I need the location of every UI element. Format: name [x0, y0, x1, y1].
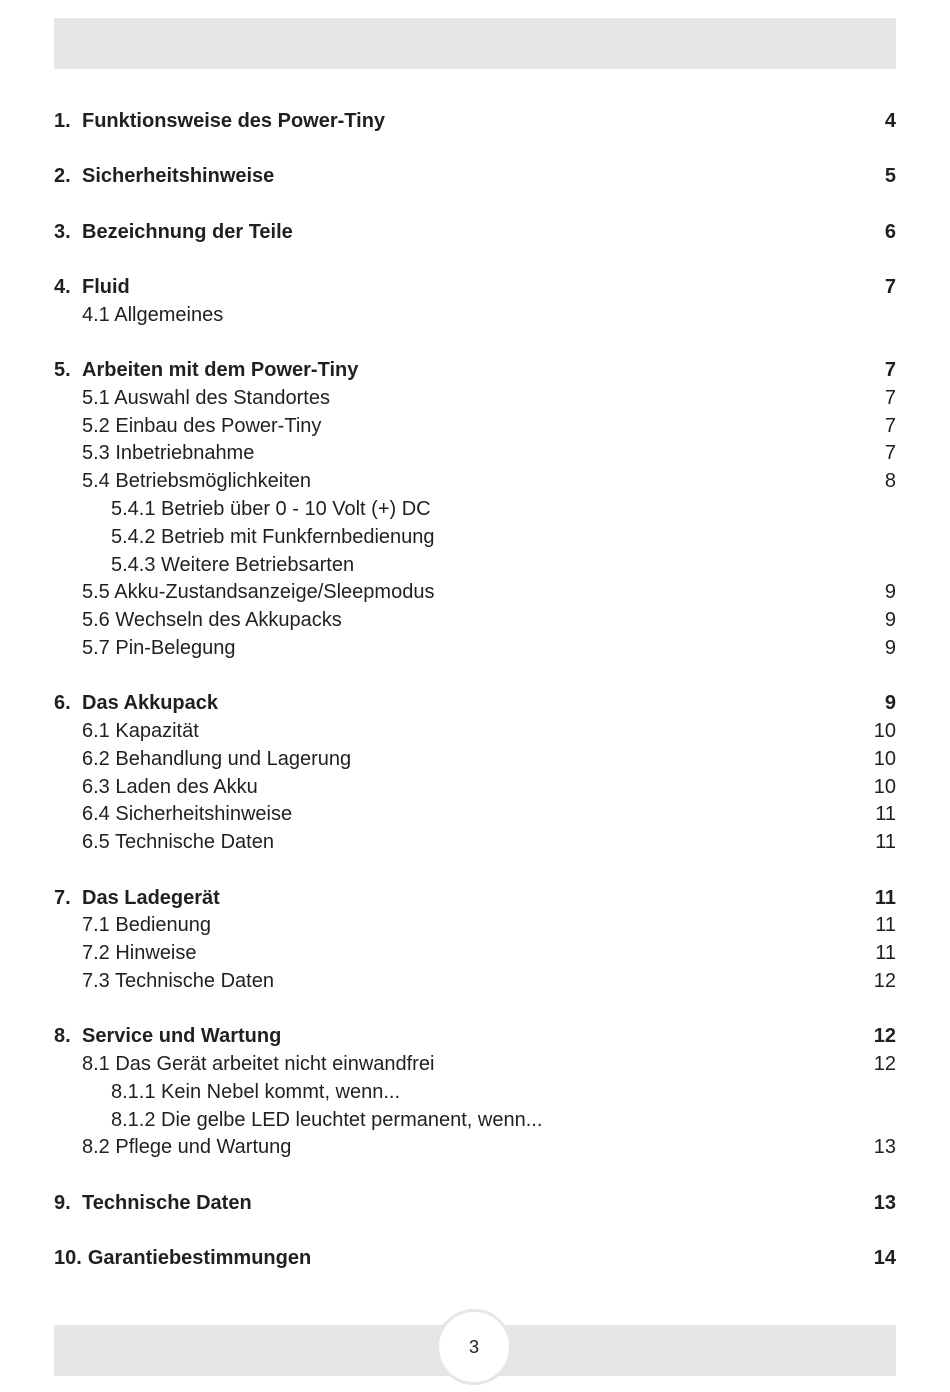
toc-entry-title: 6.5 Technische Daten — [82, 831, 274, 854]
toc-entry-title: 5.4 Betriebsmöglichkeiten — [82, 470, 312, 493]
toc-entry-page: 5 — [884, 165, 896, 188]
toc-entry-number: 7. — [54, 886, 71, 909]
toc-entry-level-2[interactable] — [54, 607, 896, 635]
toc-entry-level-2[interactable] — [54, 912, 896, 940]
toc-entry-number: 8. — [54, 1025, 71, 1048]
toc-entry-page: 14 — [873, 1247, 896, 1269]
page-number: 3 — [436, 1309, 512, 1385]
toc-entry-title: 6.4 Sicherheitshinweise — [82, 803, 293, 826]
toc-entry-page: 11 — [875, 803, 896, 826]
toc-entry-title: 5.3 Inbetriebnahme — [82, 442, 255, 465]
toc-entry-page: 12 — [873, 969, 896, 992]
toc-entry-level-2[interactable] — [54, 1134, 896, 1162]
toc-entry-page: 4 — [884, 110, 896, 132]
toc-entry-level-2[interactable] — [54, 940, 896, 968]
toc-entry-title — [54, 1023, 281, 1051]
toc-entry-level-3[interactable] — [54, 1079, 896, 1107]
toc-entry-title: 5.5 Akku-Zustandsanzeige/Sleepmodus — [82, 581, 435, 604]
toc-entry-text: Das Ladegerät — [82, 886, 220, 909]
toc-entry-title — [54, 108, 385, 136]
toc-entry-page: 9 — [884, 581, 896, 604]
toc-entry-number: 4. — [54, 275, 71, 298]
toc-entry-page: 11 — [875, 831, 896, 854]
toc-entry-page: 12 — [873, 1025, 896, 1048]
toc-entry-number: 2. — [54, 165, 71, 188]
toc-entry-number: 10. — [54, 1247, 82, 1269]
toc-spacer — [54, 857, 896, 885]
toc-spacer — [54, 1162, 896, 1190]
toc-entry-title — [54, 885, 220, 913]
header-bar — [54, 18, 896, 69]
toc-entry-title — [54, 219, 293, 247]
toc-entry-page: 12 — [873, 1053, 896, 1076]
toc-entry-level-1[interactable] — [54, 357, 896, 385]
toc-entry-page: 10 — [873, 747, 896, 770]
toc-entry-title — [54, 357, 358, 385]
toc-entry-level-2[interactable] — [54, 746, 896, 774]
toc-entry-page: 10 — [873, 775, 896, 798]
toc-entry-level-1[interactable] — [54, 219, 896, 247]
toc-entry-level-2[interactable] — [54, 718, 896, 746]
toc-entry-text: Fluid — [82, 275, 130, 298]
toc-entry-text: Arbeiten mit dem Power-Tiny — [82, 358, 359, 381]
toc-entry-title: 8.2 Pflege und Wartung — [82, 1136, 292, 1159]
toc-spacer — [54, 136, 896, 164]
toc-entry-text: Technische Daten — [82, 1191, 252, 1214]
toc-entry-level-2[interactable] — [54, 635, 896, 663]
toc-entry-level-2[interactable] — [54, 774, 896, 802]
toc-entry-level-3[interactable] — [54, 552, 896, 580]
toc-entry-level-1[interactable] — [54, 690, 896, 718]
toc-entry-number: 3. — [54, 220, 71, 243]
toc-entry-level-2[interactable] — [54, 1051, 896, 1079]
toc-entry-page: 7 — [884, 358, 896, 381]
toc-entry-level-1[interactable] — [54, 274, 896, 302]
toc-entry-title: 5.4.2 Betrieb mit Funkfernbedienung — [111, 525, 435, 548]
toc-entry-title: 5.1 Auswahl des Standortes — [82, 386, 330, 409]
toc-entry-text: Das Akkupack — [82, 692, 218, 715]
toc-entry-page: 10 — [873, 720, 896, 743]
toc-entry-page: 13 — [873, 1191, 896, 1214]
toc-entry-level-1[interactable] — [54, 1190, 896, 1218]
toc-entry-page: 11 — [874, 886, 896, 909]
toc-entry-title: 4.1 Allgemeines — [82, 303, 224, 326]
toc-entry-level-3[interactable] — [54, 524, 896, 552]
toc-entry-level-2[interactable] — [54, 968, 896, 996]
toc-entry-title: 5.2 Einbau des Power-Tiny — [82, 414, 322, 437]
toc-spacer — [54, 246, 896, 274]
toc-entry-page: 7 — [884, 414, 896, 437]
toc-entry-title: 7.1 Bedienung — [82, 914, 212, 937]
toc-entry-number: 1. — [54, 110, 71, 132]
toc-entry-number: 5. — [54, 358, 71, 381]
toc-entry-text: Service und Wartung — [82, 1025, 282, 1048]
toc-entry-level-1[interactable] — [54, 1245, 896, 1273]
toc-entry-level-1[interactable] — [54, 885, 896, 913]
toc-entry-page: 6 — [884, 220, 896, 243]
toc-entry-number: 9. — [54, 1191, 71, 1214]
toc-entry-level-1[interactable] — [54, 163, 896, 191]
toc-entry-level-2[interactable] — [54, 801, 896, 829]
toc-entry-level-2[interactable] — [54, 413, 896, 441]
toc-entry-title: 6.2 Behandlung und Lagerung — [82, 747, 352, 770]
toc-entry-title — [54, 163, 274, 191]
toc-spacer — [54, 1218, 896, 1246]
toc-entry-level-2[interactable] — [54, 829, 896, 857]
toc-entry-page: 9 — [884, 636, 896, 659]
toc-entry-page: 9 — [884, 609, 896, 632]
toc-entry-page: 8 — [884, 470, 896, 493]
toc-spacer — [54, 329, 896, 357]
toc-entry-title: 8.1.1 Kein Nebel kommt, wenn... — [111, 1080, 401, 1103]
toc-entry-text: Funktionsweise des Power-Tiny — [82, 110, 386, 132]
toc-entry-page: 7 — [884, 386, 896, 409]
toc-spacer — [54, 996, 896, 1024]
toc-entry-level-2[interactable] — [54, 468, 896, 496]
toc-entry-text: Bezeichnung der Teile — [82, 220, 293, 243]
toc-entry-title: 8.1 Das Gerät arbeitet nicht einwandfrei — [82, 1053, 435, 1076]
toc-entry-level-3[interactable] — [54, 1107, 896, 1135]
toc-spacer — [54, 663, 896, 691]
toc-entry-title: 7.2 Hinweise — [82, 942, 197, 965]
toc-entry-title: 5.4.1 Betrieb über 0 - 10 Volt (+) DC — [111, 497, 431, 520]
toc-entry-page: 9 — [884, 692, 896, 715]
toc-entry-title — [54, 274, 130, 302]
toc-entry-number: 6. — [54, 692, 71, 715]
toc-entry-title: 5.4.3 Weitere Betriebsarten — [111, 553, 355, 576]
toc-entry-title: 6.1 Kapazität — [82, 720, 199, 743]
toc-entry-page: 7 — [884, 442, 896, 465]
toc-spacer — [54, 191, 896, 219]
toc-entry-level-1[interactable] — [54, 1023, 896, 1051]
toc-entry-page: 11 — [875, 914, 896, 937]
toc-entry-level-2[interactable] — [54, 579, 896, 607]
toc-entry-title — [54, 1190, 252, 1218]
toc-entry-title — [54, 690, 218, 718]
toc-entry-text: Sicherheitshinweise — [82, 165, 275, 188]
toc-entry-level-1[interactable] — [54, 108, 896, 136]
toc-entry-level-2[interactable] — [54, 385, 896, 413]
toc-entry-level-3[interactable] — [54, 496, 896, 524]
toc-entry-title: 5.7 Pin-Belegung — [82, 636, 236, 659]
toc-entry-title: 6.3 Laden des Akku — [82, 775, 258, 798]
toc-entry-page: 13 — [873, 1136, 896, 1159]
toc-entry-level-2[interactable] — [54, 302, 896, 330]
table-of-contents — [54, 108, 896, 1273]
toc-entry-title: 8.1.2 Die gelbe LED leuchtet permanent, wenn... — [111, 1108, 543, 1131]
toc-entry-page: 7 — [884, 275, 896, 298]
toc-entry-level-2[interactable] — [54, 440, 896, 468]
toc-entry-text: Garantiebestimmungen — [87, 1247, 312, 1269]
toc-entry-title: 5.6 Wechseln des Akkupacks — [82, 609, 342, 632]
toc-entry-title — [54, 1245, 311, 1273]
toc-entry-title: 7.3 Technische Daten — [82, 969, 274, 992]
toc-entry-page: 11 — [875, 942, 896, 965]
